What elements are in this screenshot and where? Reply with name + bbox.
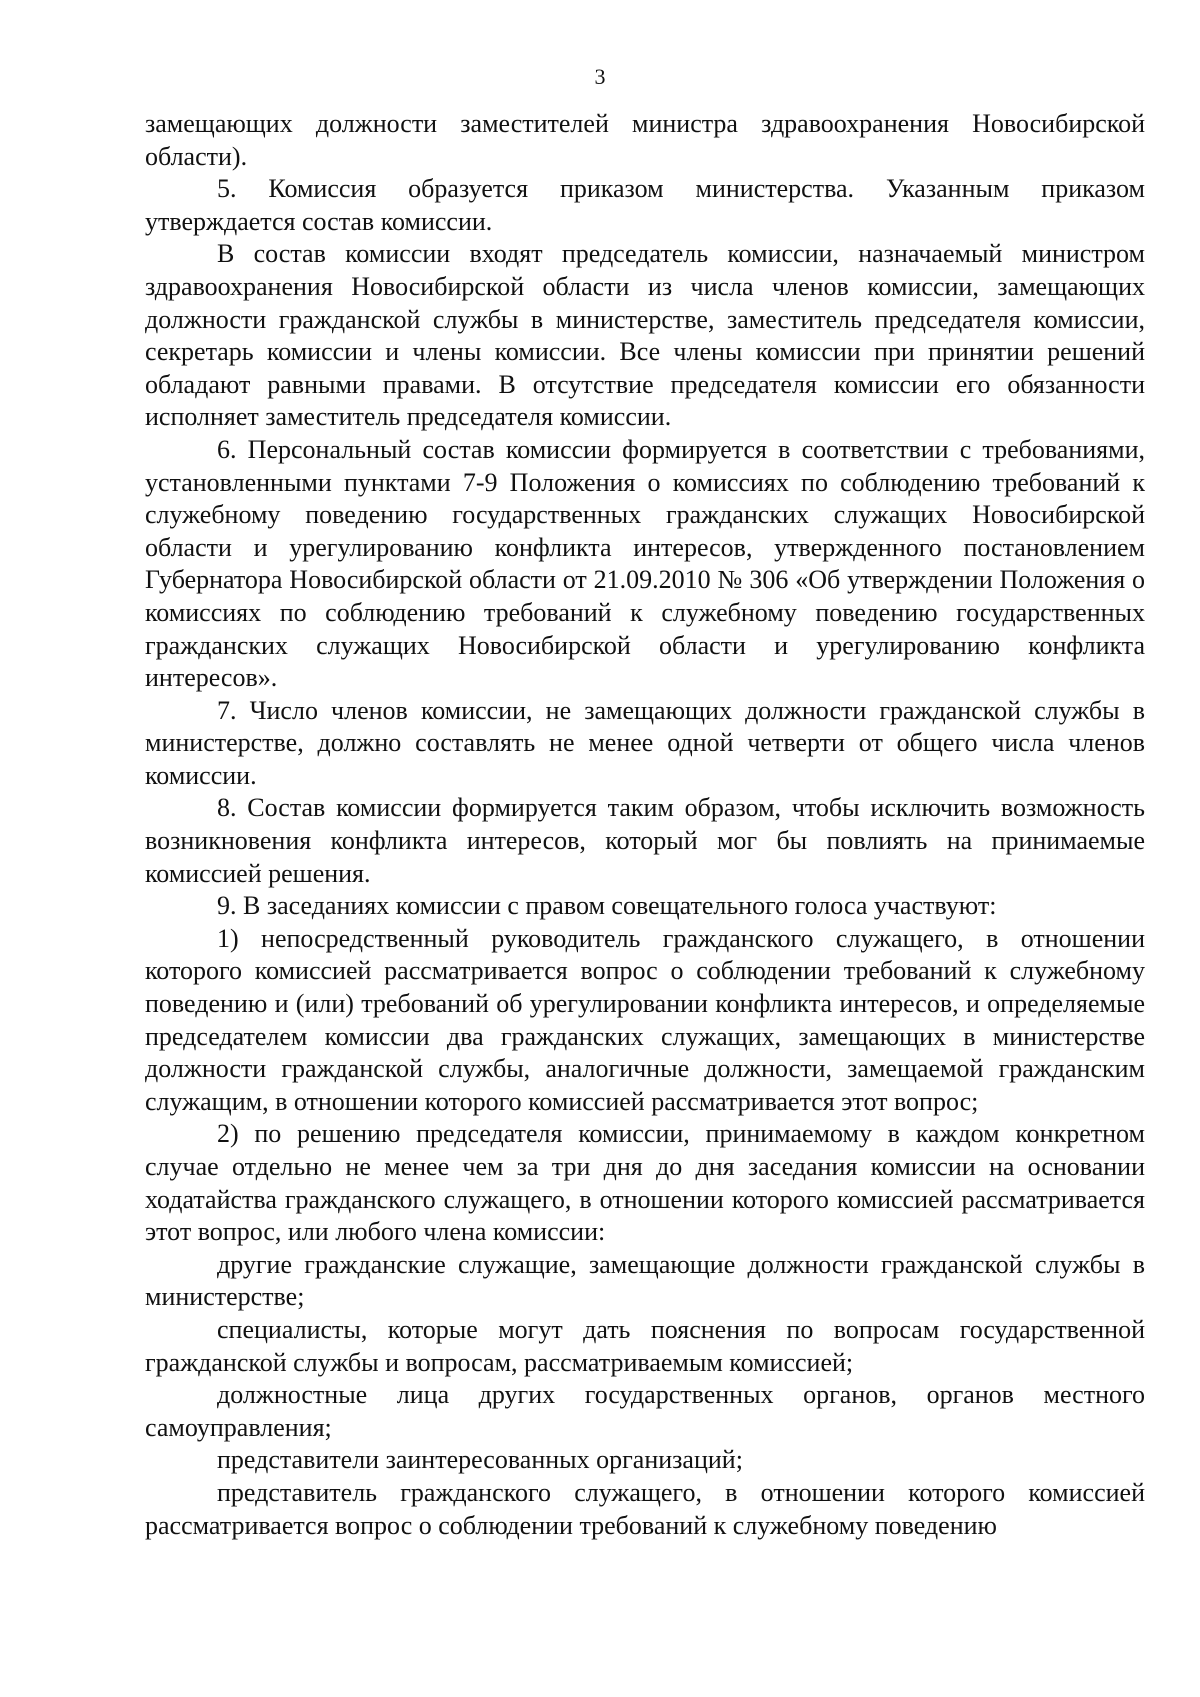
paragraph-servant-representative: представитель гражданского служащего, в отношении которого комиссией рассматривается вопрос о соблюдении требований к служебному поведению: [145, 1477, 1145, 1540]
paragraph-item-9: 9. В заседаниях комиссии с правом совещательного голоса участвуют:: [217, 891, 997, 921]
paragraph-item-5: 5. Комиссия образуется приказом министерства. Указанным приказом утверждается состав комиссии.: [145, 174, 1145, 236]
paragraph-item-6: 6. Персональный состав комиссии формируется в соответствии с требованиями, установленными пунктами 7-9 Положения о комиссиях по соблюдению требований к служебному поведению государственных гражданских служащих Новосибирской области и урегулированию конфликта интересов, утвержденного постановлением Губернатора Новосибирской области от 21.09.2010 № 306 «Об утверждении Положения о комиссиях по соблюдению требований к служебному поведению государственных гражданских служащих Новосибирской области и урегулированию конфликта интересов».: [145, 434, 1145, 693]
paragraph-item-8: 8. Состав комиссии формируется таким образом, чтобы исключить возможность возникновения конфликта интересов, который мог бы повлиять на принимаемые комиссией решения.: [145, 793, 1145, 888]
paragraph-item-7: 7. Число членов комиссии, не замещающих должности гражданской службы в министерстве, должно составлять не менее одной четверти от общего числа членов комиссии.: [145, 695, 1145, 790]
paragraph-other-civil-servants: другие гражданские служащие, замещающие должности гражданской службы в министерстве;: [145, 1249, 1145, 1312]
paragraph-subitem-2: 2) по решению председателя комиссии, принимаемому в каждом конкретном случае отдельно не менее чем за три дня до дня заседания комиссии на основании ходатайства гражданского служащего, в отношении которого комиссией рассматривается этот вопрос, или любого члена комиссии:: [145, 1119, 1145, 1247]
paragraph-subitem-1: 1) непосредственный руководитель гражданского служащего, в отношении которого комиссией рассматривается вопрос о соблюдении требований к служебному поведению и (или) требований об урегулировании конфликта интересов, и определяемые председателем комиссии два гражданских служащих, замещающих в министерстве должности гражданской службы, аналогичные должности, замещаемой гражданским служащим, в отношении которого комиссией рассматривается этот вопрос;: [145, 923, 1145, 1116]
document-body: [145, 108, 1145, 1542]
paragraph-commission-composition: В состав комиссии входят председатель комиссии, назначаемый министром здравоохранения Новосибирской области из числа членов комиссии, замещающих должности гражданской службы в министерстве, заместитель председателя комиссии, секретарь комиссии и члены комиссии. Все члены комиссии при принятии решений обладают равными правами. В отсутствие председателя комиссии его обязанности исполняет заместитель председателя комиссии.: [145, 239, 1145, 432]
paragraph-organization-representatives: представители заинтересованных организаций;: [217, 1445, 743, 1475]
paragraph-specialists: специалисты, которые могут дать пояснения по вопросам государственной гражданской службы и вопросам, рассматриваемым комиссией;: [145, 1314, 1145, 1377]
page-number: 3: [594, 64, 606, 89]
paragraph-officials: должностные лица других государственных органов, органов местного самоуправления;: [145, 1380, 1145, 1442]
paragraph-continuation: замещающих должности заместителей министра здравоохранения Новосибирской области).: [145, 109, 1145, 171]
